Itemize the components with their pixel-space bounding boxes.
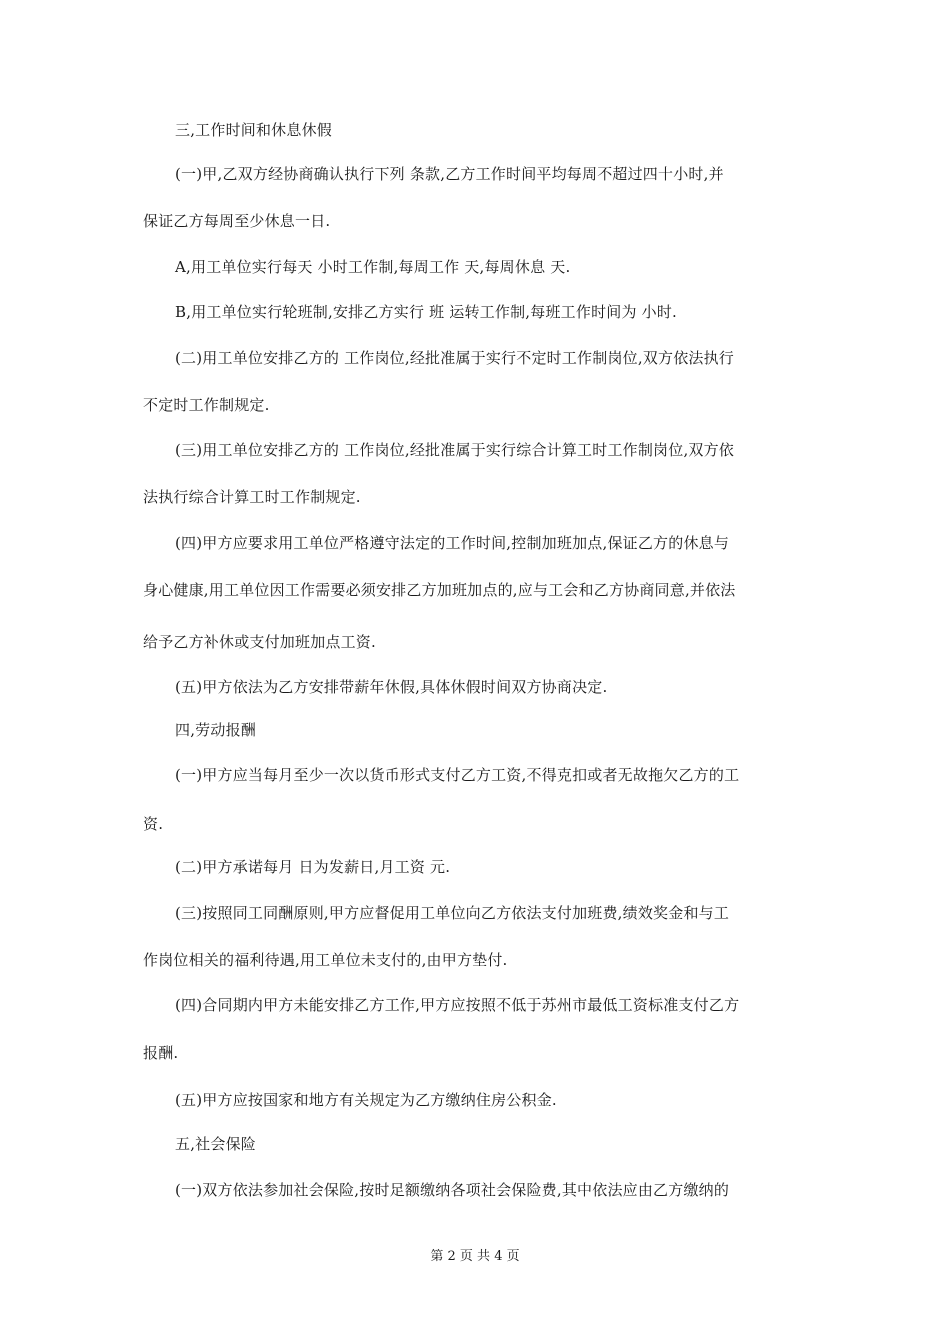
paragraph-line: (三)用工单位安排乙方的 工作岗位,经批准属于实行综合计算工时工作制岗位,双方依: [175, 441, 735, 459]
paragraph-line: A,用工单位实行每天 小时工作制,每周工作 天,每周休息 天.: [175, 258, 571, 276]
paragraph-line: B,用工单位实行轮班制,安排乙方实行 班 运转工作制,每班工作时间为 小时.: [175, 303, 678, 321]
paragraph-line: (二)用工单位安排乙方的 工作岗位,经批准属于实行不定时工作制岗位,双方依法执行: [175, 349, 735, 367]
section-heading-remuneration: 四,劳动报酬: [175, 721, 256, 739]
paragraph-line: (五)甲方依法为乙方安排带薪年休假,具体休假时间双方协商决定.: [175, 678, 608, 696]
page-number-footer: 第 2 页 共 4 页: [430, 1249, 520, 1264]
paragraph-line: (五)甲方应按国家和地方有关规定为乙方缴纳住房公积金.: [175, 1091, 557, 1109]
paragraph-line: 给予乙方补休或支付加班加点工资.: [143, 633, 376, 651]
paragraph-line: 保证乙方每周至少休息一日.: [143, 212, 331, 230]
paragraph-line: 作岗位相关的福利待遇,用工单位未支付的,由甲方垫付.: [143, 951, 508, 969]
section-heading-social-insurance: 五,社会保险: [175, 1135, 256, 1153]
paragraph-line: 报酬.: [143, 1044, 179, 1062]
section-heading-work-time: 三,工作时间和休息休假: [175, 121, 332, 139]
paragraph-line: (三)按照同工同酬原则,甲方应督促用工单位向乙方依法支付加班费,绩效奖金和与工: [175, 904, 730, 922]
paragraph-line: (一)甲方应当每月至少一次以货币形式支付乙方工资,不得克扣或者无故拖欠乙方的工: [175, 766, 740, 784]
paragraph-line: (一)双方依法参加社会保险,按时足额缴纳各项社会保险费,其中依法应由乙方缴纳的: [175, 1181, 730, 1199]
paragraph-line: 资.: [143, 815, 164, 833]
paragraph-line: 不定时工作制规定.: [143, 396, 270, 414]
paragraph-line: (二)甲方承诺每月 日为发薪日,月工资 元.: [175, 858, 451, 876]
paragraph-line: (一)甲,乙双方经协商确认执行下列 条款,乙方工作时间平均每周不超过四十小时,并: [175, 165, 724, 183]
paragraph-line: (四)甲方应要求用工单位严格遵守法定的工作时间,控制加班加点,保证乙方的休息与: [175, 534, 730, 552]
paragraph-line: (四)合同期内甲方未能安排乙方工作,甲方应按照不低于苏州市最低工资标准支付乙方: [175, 996, 740, 1014]
paragraph-line: 身心健康,用工单位因工作需要必须安排乙方加班加点的,应与工会和乙方协商同意,并依法: [143, 581, 736, 599]
paragraph-line: 法执行综合计算工时工作制规定.: [143, 488, 361, 506]
